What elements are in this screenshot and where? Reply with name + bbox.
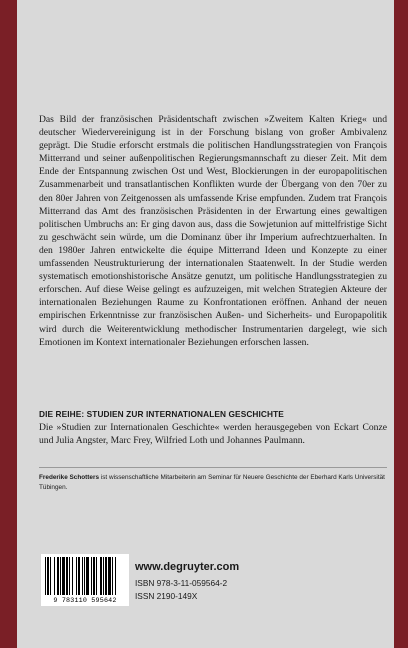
barcode-bar <box>112 557 113 595</box>
book-description: Das Bild der französischen Präsidentschaft zwischen »Zweitem Kalten Krieg« und deutscher Wiedervereinigung ist in der Forschung bislang von großer Ambivalenz geprägt. Die Studie erforscht erstmals die politischen Handlungsstrategien von François Mitterrand und seiner außenpolitischen Regierungsmannschaft zu dieser Zeit. Mit dem Ende der Entspannung zwischen Ost und West, Blockierungen in der europapolitischen Zusammenarbeit und transatlantischen Konflikten wurde der Übergang von den 70er zu den 80er Jahren von Zeitgenossen als umfassende Krise empfunden. Zudem trat François Mitterrand das Amt des französischen Präsidenten in der Erwartung eines gewaltigen politischen Umbruchs an: Er ging davon aus, dass die Sowjetunion auf mittelfristige Sicht zu geschwächt sein würde, um die Dominanz über ihr Imperium aufrechtzuerhalten. In den 1980er Jahren entwickelte die équipe Mitterrand Ideen und Konzepte zu einer umfassenden Neustrukturierung der internationalen Staatenwelt. In der Studie werden systematisch emotionshistorische Ansätze genutzt, um politische Handlungsstrategien zu erforschen. Auf diese Weise gelingt es aufzuzeigen, mit welchen Strategien Akteure der internationalen Beziehungen Raume zu Konfrontationen eröffnen. Anhand der neuen empirischen Erkenntnisse zur französischen Außen- und Sicherheits- und Europapolitik wird durch die Weiterentwicklung methodischer Instrumentarien dargelegt, wie sich Emotionen im Kontext internationaler Beziehungen erforschen lassen. <box>39 114 387 348</box>
divider <box>39 467 387 468</box>
barcode-bar <box>66 557 68 595</box>
barcode <box>41 554 129 606</box>
barcode-bar <box>72 557 73 595</box>
barcode-bar <box>60 557 61 595</box>
author-name: Frederike Schotters <box>39 474 100 481</box>
series-heading: DIE REIHE: STUDIEN ZUR INTERNATIONALEN GESCHICHTE <box>39 409 284 419</box>
barcode-bar <box>103 557 104 595</box>
isbn: ISBN 978-3-11-059564-2 <box>135 578 228 588</box>
barcode-bar <box>78 557 80 595</box>
barcode-digits: 9 783110 595642 <box>53 597 117 605</box>
barcode-bar <box>57 557 59 595</box>
barcode-bar <box>91 557 92 595</box>
barcode-bar <box>62 557 65 595</box>
barcode-bar <box>115 557 116 595</box>
issn: ISSN 2190-149X <box>135 591 198 601</box>
barcode-bars <box>44 557 126 595</box>
barcode-bar <box>93 557 95 595</box>
author-bio-text: ist wissenschaftliche Mitarbeiterin am Seminar für Neuere Geschichte der Eberhard Karls Universität Tübingen. <box>39 474 385 491</box>
author-bio <box>39 473 387 492</box>
barcode-bar <box>47 557 49 595</box>
barcode-bar <box>86 557 89 595</box>
barcode-bar <box>108 557 111 595</box>
barcode-bar <box>100 557 102 595</box>
barcode-bar <box>96 557 97 595</box>
barcode-bar <box>45 557 46 595</box>
barcode-bar <box>69 557 70 595</box>
publisher-website: www.degruyter.com <box>135 561 240 573</box>
barcode-bar <box>82 557 83 595</box>
barcode-bar <box>54 557 55 595</box>
barcode-bar <box>105 557 107 595</box>
barcode-bar <box>50 557 51 595</box>
barcode-bar <box>84 557 85 595</box>
barcode-bar <box>76 557 77 595</box>
back-cover-panel <box>17 0 394 648</box>
series-description: Die »Studien zur Internationalen Geschichte« werden herausgegeben von Eckart Conze und Julia Angster, Marc Frey, Wilfried Loth und Johannes Paulmann. <box>39 422 387 447</box>
